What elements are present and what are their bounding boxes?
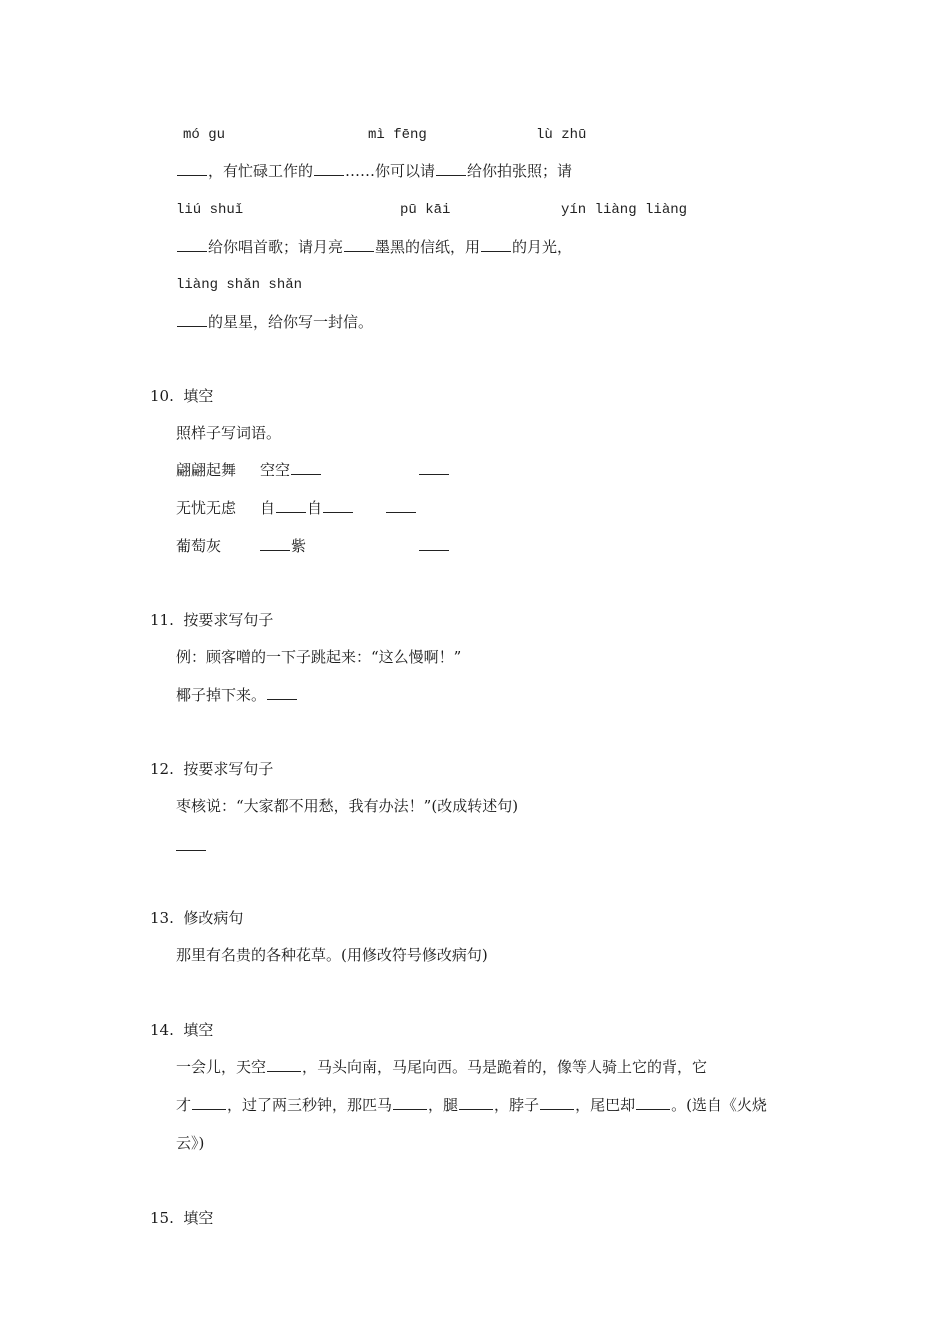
answer-blank[interactable]	[177, 237, 207, 252]
q10-instruction: 照样子写词语。	[176, 424, 282, 442]
answer-blank[interactable]	[267, 1057, 301, 1072]
pinyin-pukai: pū kāi	[400, 202, 451, 218]
text-fragment: ，有忙碌工作的	[208, 162, 314, 180]
text-fragment: 自	[307, 499, 323, 517]
answer-blank[interactable]	[436, 161, 466, 176]
q10-row1-pattern	[260, 460, 322, 480]
answer-blank[interactable]	[260, 536, 290, 551]
text-fragment: ，尾巴却	[575, 1096, 636, 1114]
answer-blank[interactable]	[192, 1095, 226, 1110]
answer-blank[interactable]	[177, 312, 207, 327]
answer-blank[interactable]	[323, 498, 353, 513]
question-14-header	[150, 1020, 213, 1040]
answer-blank[interactable]	[419, 460, 449, 475]
pinyin-mifeng: mì fēng	[368, 127, 427, 143]
answer-blank[interactable]	[314, 161, 344, 176]
question-number: 13.	[150, 909, 174, 927]
question-number: 11.	[150, 611, 174, 629]
answer-blank[interactable]	[177, 161, 207, 176]
q11-prompt: 椰子掉下来。	[176, 686, 267, 704]
text-fragment: 的星星，给你写一封信。	[208, 313, 374, 331]
text-fragment: 才	[176, 1096, 192, 1114]
text-fragment: ……你可以请	[345, 162, 436, 180]
q13-prompt: 那里有名贵的各种花草。(用修改符号修改病句)	[176, 946, 488, 964]
pinyin-liangshanshan: liàng shǎn shǎn	[176, 277, 303, 293]
answer-blank[interactable]	[459, 1095, 493, 1110]
text-fragment: ，腿	[428, 1096, 459, 1114]
q10-row3-blank2	[418, 536, 450, 556]
q9-text-row1	[176, 161, 572, 181]
question-title: 按要求写句子	[183, 611, 274, 629]
answer-blank[interactable]	[176, 836, 206, 851]
question-title: 填空	[183, 1209, 214, 1227]
text-fragment: 自	[260, 499, 276, 517]
q10-row2-pattern	[260, 498, 354, 518]
q11-prompt-line	[176, 685, 298, 705]
answer-blank[interactable]	[386, 498, 416, 513]
question-11-header	[150, 610, 273, 630]
question-title: 修改病句	[183, 909, 244, 927]
pinyin-luzhu: lù zhū	[536, 127, 587, 143]
text-fragment: ，马头向南，马尾向西。马是跪着的，像等人骑上它的背，它	[302, 1058, 708, 1076]
question-number: 14.	[150, 1021, 174, 1039]
q10-row2-blank3	[385, 498, 417, 518]
q10-example-1: 翩翩起舞	[176, 461, 237, 479]
question-number: 15.	[150, 1209, 174, 1227]
q10-example-2: 无忧无虑	[176, 499, 237, 517]
question-title: 填空	[183, 387, 214, 405]
question-13-header	[150, 908, 243, 928]
answer-blank[interactable]	[291, 460, 321, 475]
q9-text-row2	[176, 237, 572, 257]
q14-line-2	[176, 1095, 767, 1115]
q10-row1-blank2	[418, 460, 450, 480]
question-title: 填空	[183, 1021, 214, 1039]
question-10-header	[150, 386, 213, 406]
question-number: 10.	[150, 387, 174, 405]
answer-blank[interactable]	[540, 1095, 574, 1110]
q9-text-row3	[176, 312, 373, 332]
text-fragment: 紫	[291, 537, 307, 555]
q14-line-1	[176, 1057, 707, 1077]
q11-example: 例：顾客噌的一下子跳起来：“这么慢啊！”	[176, 648, 462, 666]
answer-blank[interactable]	[267, 685, 297, 700]
answer-blank[interactable]	[419, 536, 449, 551]
pinyin-yinliangliang: yín liàng liàng	[561, 202, 688, 218]
question-number: 12.	[150, 760, 174, 778]
text-fragment: 一会儿，天空	[176, 1058, 267, 1076]
q10-example-3: 葡萄灰	[176, 537, 222, 555]
text-fragment: 空空	[260, 461, 291, 479]
question-title: 按要求写句子	[183, 760, 274, 778]
answer-blank[interactable]	[276, 498, 306, 513]
text-fragment: 。(选自《火烧	[671, 1096, 767, 1114]
answer-blank[interactable]	[393, 1095, 427, 1110]
text-fragment: 给你拍张照；请	[467, 162, 573, 180]
q14-line-3: 云》)	[176, 1134, 205, 1152]
text-fragment: 墨黑的信纸，用	[375, 238, 481, 256]
answer-blank[interactable]	[636, 1095, 670, 1110]
pinyin-liushui: liú shuǐ	[176, 202, 244, 218]
q12-prompt: 枣核说：“大家都不用愁，我有办法！”(改成转述句)	[176, 797, 519, 815]
answer-blank[interactable]	[344, 237, 374, 252]
pinyin-mogu: mó gu	[183, 127, 226, 143]
question-15-header	[150, 1208, 213, 1228]
text-fragment: ，脖子	[494, 1096, 540, 1114]
q10-row3-pattern	[259, 536, 306, 556]
text-fragment: 给你唱首歌；请月亮	[208, 238, 344, 256]
text-fragment: ，过了两三秒钟，那匹马	[227, 1096, 393, 1114]
q12-answer-line	[175, 836, 207, 856]
question-12-header	[150, 759, 273, 779]
answer-blank[interactable]	[481, 237, 511, 252]
text-fragment: 的月光，	[512, 238, 573, 256]
